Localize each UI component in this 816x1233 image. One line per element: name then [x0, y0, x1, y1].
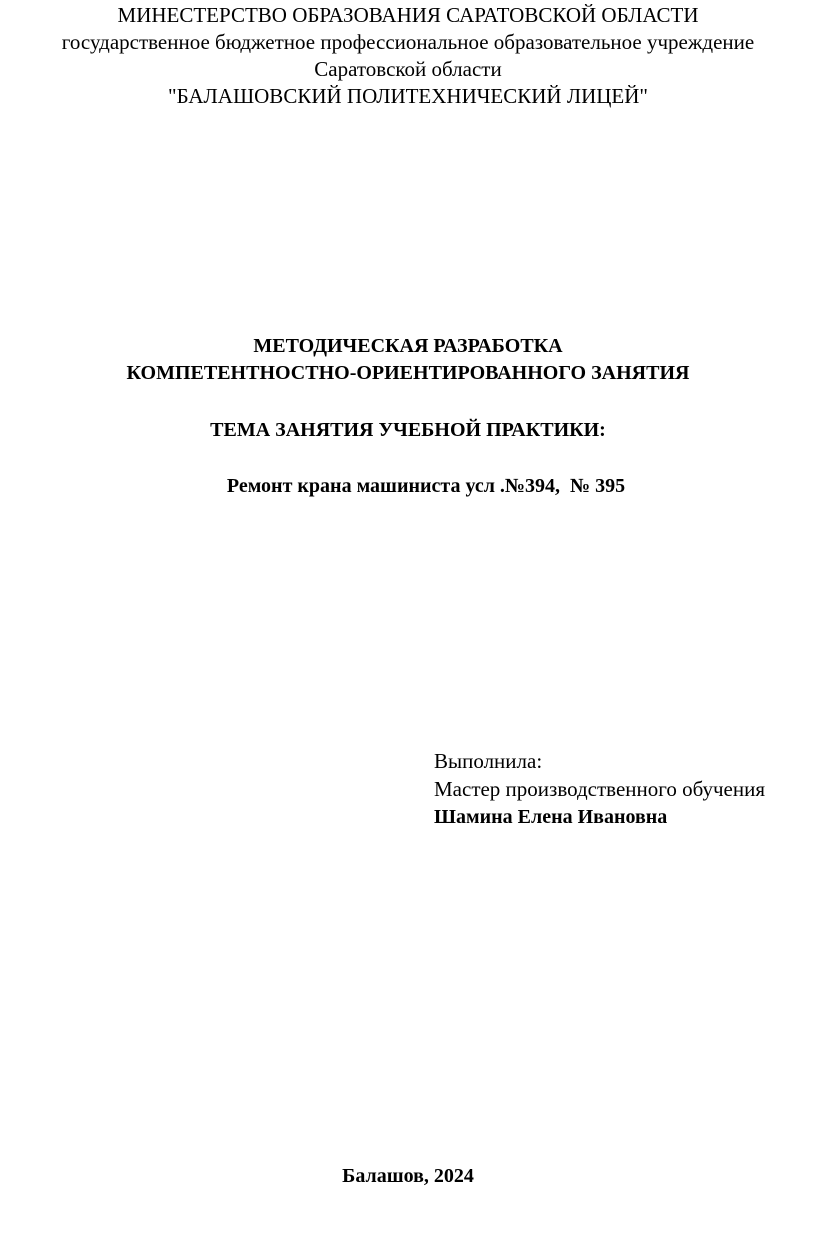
institution-type: государственное бюджетное профессиональное образовательное учреждение — [61, 30, 755, 54]
author-name: Шамина Елена Ивановна — [434, 806, 668, 828]
institution-region: Саратовской области — [314, 57, 502, 81]
author-position: Мастер производственного обучения — [434, 777, 766, 801]
topic-title: Ремонт крана машиниста усл .№394, № 395 — [226, 475, 626, 497]
institution-name: "БАЛАШОВСКИЙ ПОЛИТЕХНИЧЕСКИЙ ЛИЦЕЙ" — [168, 84, 648, 108]
ministry-name: МИНЕСТЕРСТВО ОБРАЗОВАНИЯ САРАТОВСКОЙ ОБЛАСТИ — [117, 3, 699, 27]
document-title-line-2: КОМПЕТЕНТНОСТНО-ОРИЕНТИРОВАННОГО ЗАНЯТИЯ — [126, 362, 690, 384]
document-title — [0, 333, 816, 387]
author-block — [434, 747, 765, 831]
organization-header — [0, 2, 816, 110]
place-and-year: Балашов, 2024 — [342, 1165, 474, 1187]
topic-label: ТЕМА ЗАНЯТИЯ УЧЕБНОЙ ПРАКТИКИ: — [210, 419, 606, 441]
document-title-line-1: МЕТОДИЧЕСКАЯ РАЗРАБОТКА — [253, 335, 563, 357]
author-caption: Выполнила: — [434, 749, 543, 773]
